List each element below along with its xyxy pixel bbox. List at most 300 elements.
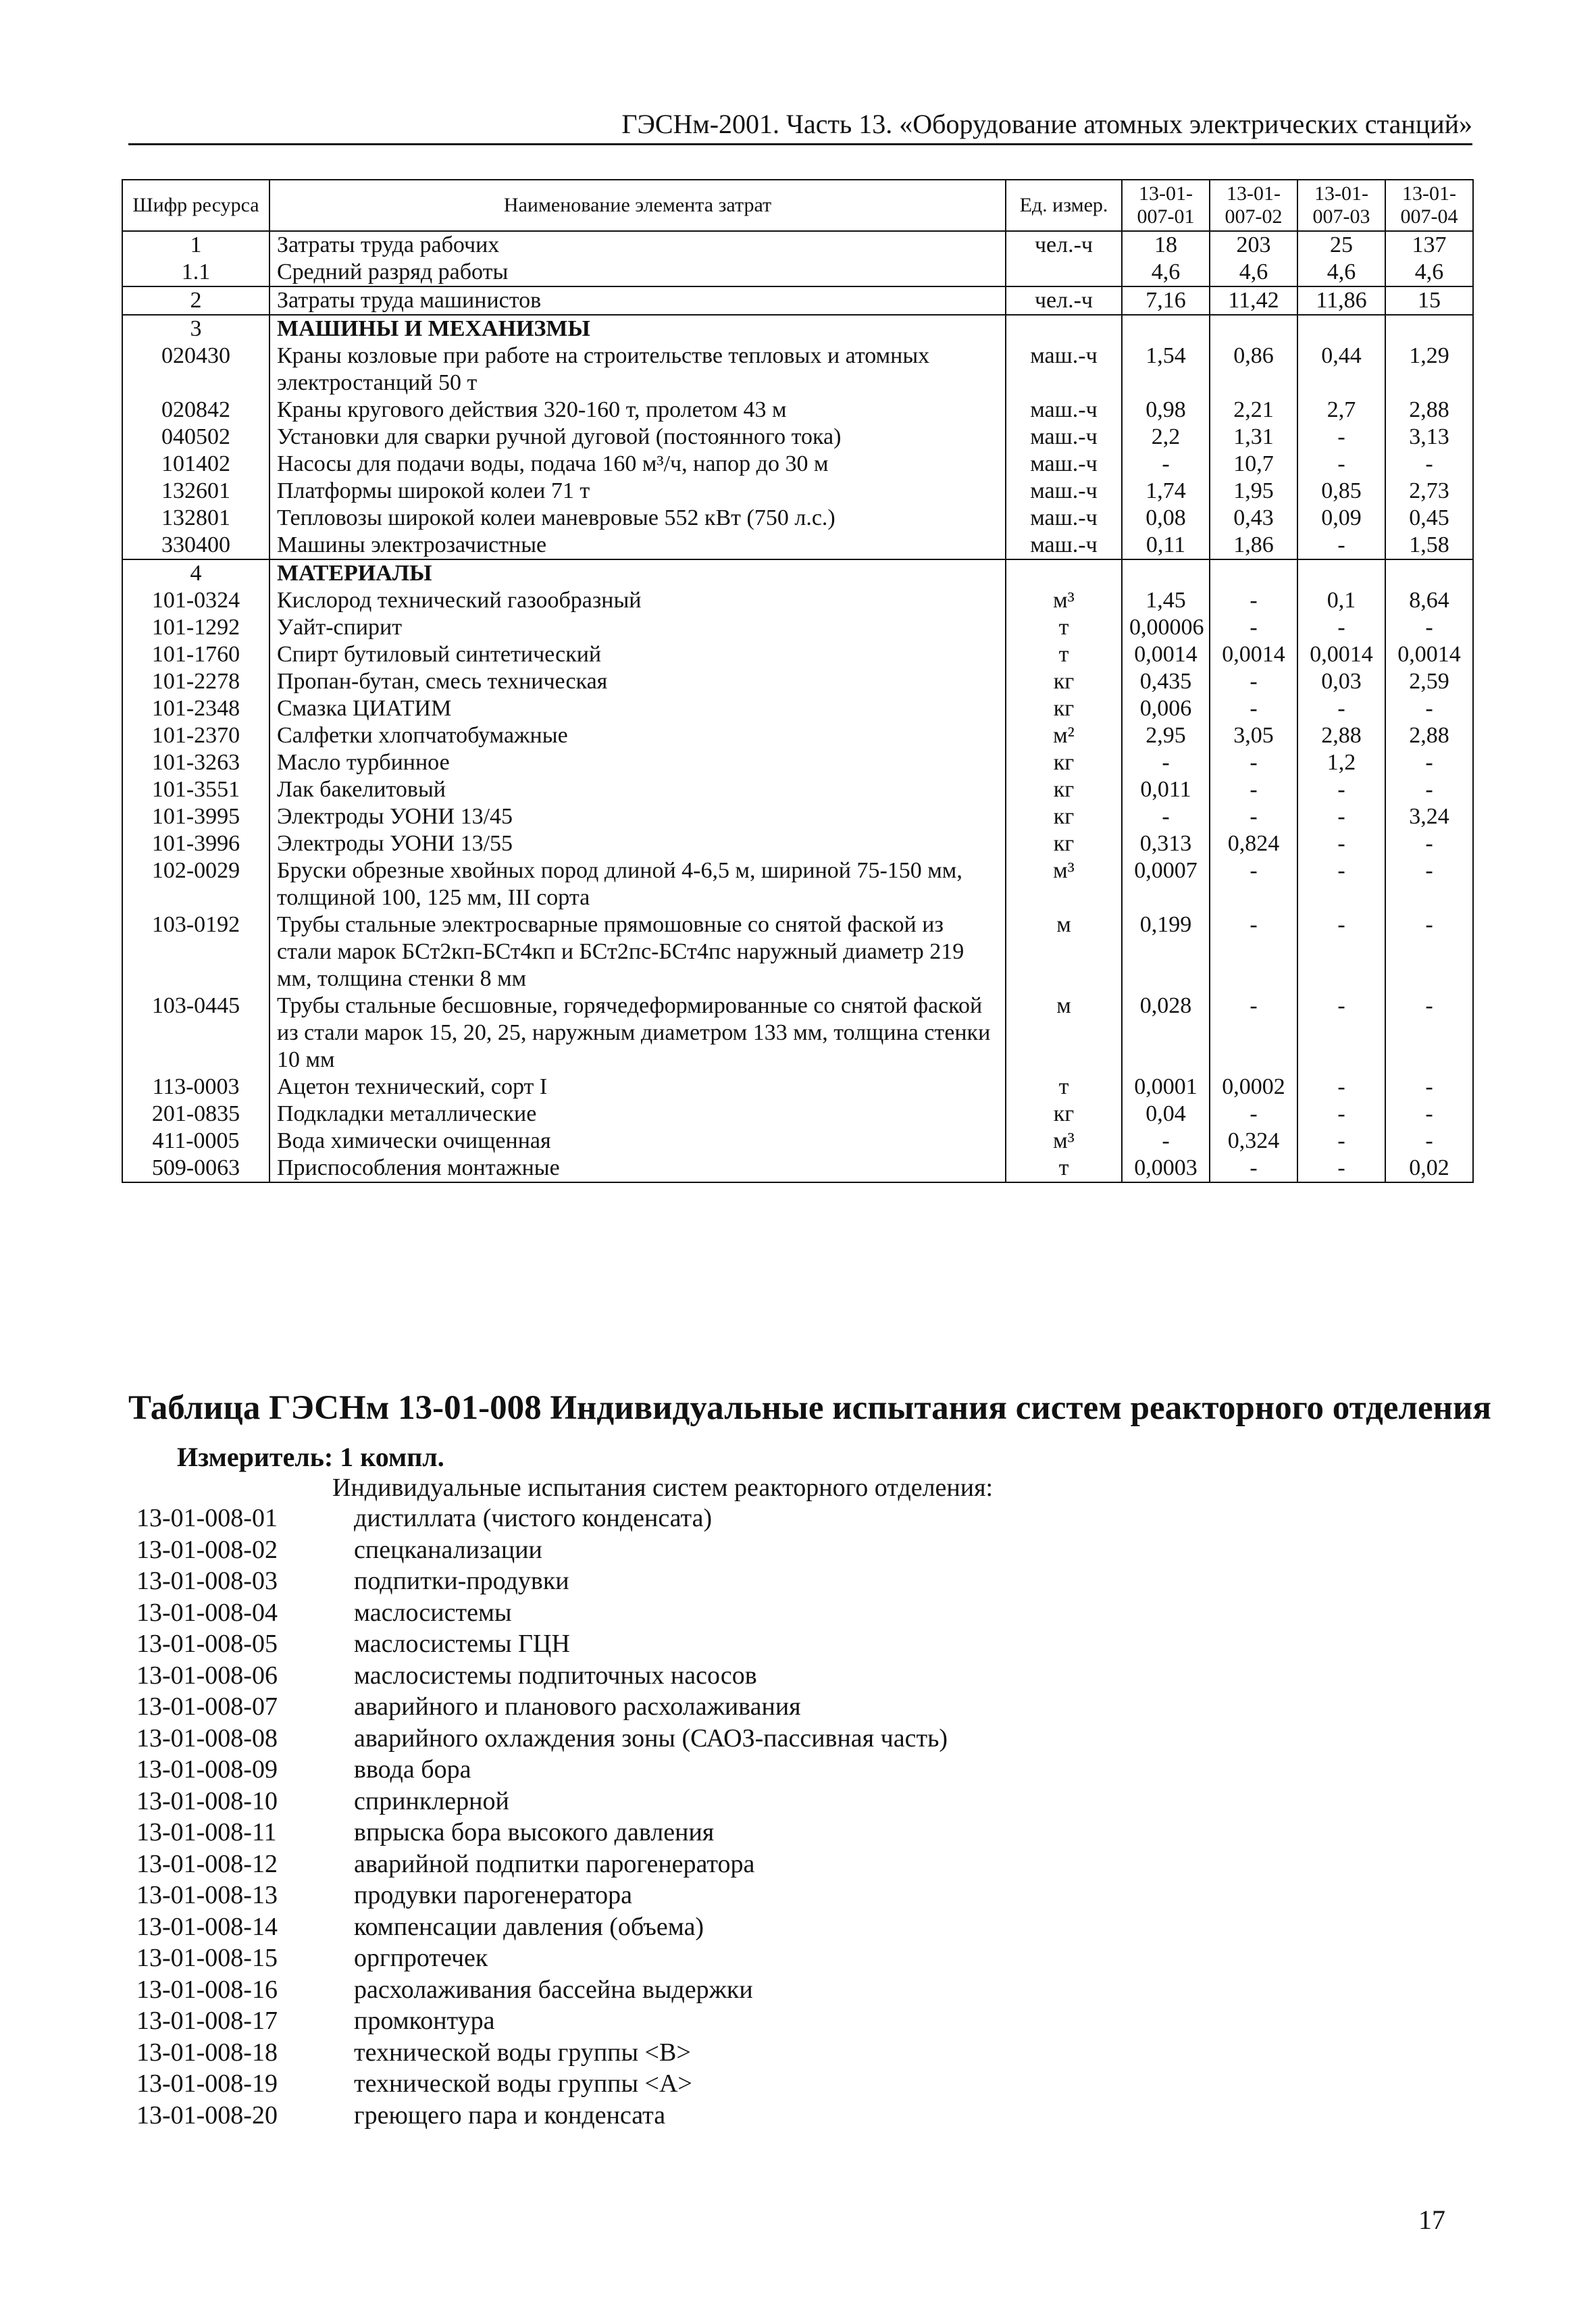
table-row bbox=[122, 259, 1473, 286]
list-item bbox=[136, 1817, 1420, 1848]
value-cell: 0,824 bbox=[1210, 830, 1297, 857]
resource-code-cell: 4 bbox=[122, 559, 269, 587]
table2-meter: Измеритель: 1 компл. bbox=[177, 1442, 444, 1472]
unit-cell: кг bbox=[1006, 1101, 1122, 1128]
value-cell: - bbox=[1297, 992, 1385, 1074]
value-cell: 1,31 bbox=[1210, 424, 1297, 451]
item-description: технической воды группы <B> bbox=[354, 2038, 691, 2067]
unit-cell: м² bbox=[1006, 722, 1122, 749]
unit-cell bbox=[1006, 559, 1122, 587]
value-cell: 0,0001 bbox=[1122, 1074, 1210, 1101]
value-cell: - bbox=[1297, 695, 1385, 722]
value-cell: 1,45 bbox=[1122, 587, 1210, 614]
resource-name-cell: Спирт бутиловый синтетический bbox=[269, 641, 1006, 668]
unit-cell: чел.-ч bbox=[1006, 231, 1122, 259]
resource-name-cell: Средний разряд работы bbox=[269, 259, 1006, 286]
resource-code-cell: 101-3263 bbox=[122, 749, 269, 776]
table-row bbox=[122, 315, 1473, 343]
value-cell: 0,02 bbox=[1385, 1155, 1473, 1182]
table-row bbox=[122, 749, 1473, 776]
value-cell: - bbox=[1297, 857, 1385, 911]
resource-name-cell: Машины электрозачистные bbox=[269, 532, 1006, 559]
value-cell: 0,00006 bbox=[1122, 614, 1210, 641]
list-item bbox=[136, 1597, 1420, 1629]
resource-code-cell: 101-3995 bbox=[122, 803, 269, 830]
value-cell: 0,313 bbox=[1122, 830, 1210, 857]
item-description: спринклерной bbox=[354, 1786, 509, 1815]
value-cell: - bbox=[1297, 911, 1385, 992]
value-cell bbox=[1122, 315, 1210, 343]
value-cell: 203 bbox=[1210, 231, 1297, 259]
column-header: 13-01-007-04 bbox=[1385, 180, 1473, 231]
table-row bbox=[122, 424, 1473, 451]
table-row bbox=[122, 343, 1473, 397]
resource-code-cell: 020430 bbox=[122, 343, 269, 397]
table-row bbox=[122, 911, 1473, 992]
value-cell: 0,45 bbox=[1385, 505, 1473, 532]
list-item bbox=[136, 1503, 1420, 1534]
value-cell: - bbox=[1385, 1101, 1473, 1128]
value-cell: 0,0014 bbox=[1385, 641, 1473, 668]
value-cell: 4,6 bbox=[1210, 259, 1297, 286]
table2-item-list bbox=[136, 1503, 1420, 2131]
value-cell: 2,73 bbox=[1385, 478, 1473, 505]
unit-cell: кг bbox=[1006, 749, 1122, 776]
item-code: 13-01-008-13 bbox=[136, 1881, 278, 1909]
item-code: 13-01-008-14 bbox=[136, 1912, 278, 1941]
value-cell: - bbox=[1385, 776, 1473, 803]
value-cell: 2,88 bbox=[1385, 722, 1473, 749]
table-row bbox=[122, 559, 1473, 587]
unit-cell: маш.-ч bbox=[1006, 451, 1122, 478]
item-code: 13-01-008-01 bbox=[136, 1504, 278, 1532]
item-description: компенсации давления (объема) bbox=[354, 1912, 704, 1941]
unit-cell: маш.-ч bbox=[1006, 505, 1122, 532]
unit-cell: м bbox=[1006, 911, 1122, 992]
table-row bbox=[122, 857, 1473, 911]
resource-name-cell: Салфетки хлопчатобумажные bbox=[269, 722, 1006, 749]
resource-code-cell: 101402 bbox=[122, 451, 269, 478]
value-cell: 0,44 bbox=[1297, 343, 1385, 397]
resource-code-cell: 040502 bbox=[122, 424, 269, 451]
value-cell: 0,11 bbox=[1122, 532, 1210, 559]
value-cell: - bbox=[1297, 1155, 1385, 1182]
resource-name-cell: Бруски обрезные хвойных пород длиной 4-6,5 м, шириной 75-150 мм, толщиной 100, 125 мм, III сорта bbox=[269, 857, 1006, 911]
value-cell: - bbox=[1297, 451, 1385, 478]
unit-cell: м³ bbox=[1006, 857, 1122, 911]
resource-code-cell: 132601 bbox=[122, 478, 269, 505]
resource-name-cell: Трубы стальные бесшовные, горячедеформированные со снятой фаской из стали марок 15, 20, 25, наружным диаметром 133 мм, толщина стенки 10 мм bbox=[269, 992, 1006, 1074]
resource-name-cell: Электроды УОНИ 13/45 bbox=[269, 803, 1006, 830]
table-row bbox=[122, 1074, 1473, 1101]
value-cell: 25 bbox=[1297, 231, 1385, 259]
value-cell: 0,09 bbox=[1297, 505, 1385, 532]
item-description: маслосистемы ГЦН bbox=[354, 1630, 570, 1658]
value-cell: - bbox=[1210, 1101, 1297, 1128]
item-description: расхолаживания бассейна выдержки bbox=[354, 1975, 753, 2004]
value-cell: 1,54 bbox=[1122, 343, 1210, 397]
value-cell: 0,86 bbox=[1210, 343, 1297, 397]
value-cell: 4,6 bbox=[1297, 259, 1385, 286]
item-code: 13-01-008-20 bbox=[136, 2101, 278, 2130]
resource-name-cell: Масло турбинное bbox=[269, 749, 1006, 776]
list-item bbox=[136, 1534, 1420, 1566]
resource-name-cell: Установки для сварки ручной дуговой (постоянного тока) bbox=[269, 424, 1006, 451]
resource-code-cell: 101-2278 bbox=[122, 668, 269, 695]
item-code: 13-01-008-04 bbox=[136, 1598, 278, 1627]
value-cell: 0,435 bbox=[1122, 668, 1210, 695]
resource-name-cell: Смазка ЦИАТИМ bbox=[269, 695, 1006, 722]
value-cell: 7,16 bbox=[1122, 286, 1210, 315]
value-cell: - bbox=[1210, 614, 1297, 641]
item-description: маслосистемы подпиточных насосов bbox=[354, 1661, 757, 1690]
item-description: промконтура bbox=[354, 2007, 495, 2035]
list-item bbox=[136, 1691, 1420, 1723]
item-description: аварийной подпитки парогенератора bbox=[354, 1849, 755, 1878]
unit-cell: маш.-ч bbox=[1006, 532, 1122, 559]
list-item bbox=[136, 1848, 1420, 1880]
unit-cell bbox=[1006, 315, 1122, 343]
value-cell: - bbox=[1385, 830, 1473, 857]
resource-name-cell: Ацетон технический, сорт I bbox=[269, 1074, 1006, 1101]
table-row bbox=[122, 722, 1473, 749]
value-cell: 0,0014 bbox=[1122, 641, 1210, 668]
value-cell: 4,6 bbox=[1122, 259, 1210, 286]
value-cell: 2,2 bbox=[1122, 424, 1210, 451]
resource-code-cell: 101-2370 bbox=[122, 722, 269, 749]
value-cell: 10,7 bbox=[1210, 451, 1297, 478]
value-cell: 0,0007 bbox=[1122, 857, 1210, 911]
value-cell: 3,24 bbox=[1385, 803, 1473, 830]
resource-name-cell: Платформы широкой колеи 71 т bbox=[269, 478, 1006, 505]
table-row bbox=[122, 830, 1473, 857]
value-cell: 0,0003 bbox=[1122, 1155, 1210, 1182]
resource-name-cell: Затраты труда машинистов bbox=[269, 286, 1006, 315]
table-row bbox=[122, 1101, 1473, 1128]
value-cell: 0,0002 bbox=[1210, 1074, 1297, 1101]
value-cell: 2,7 bbox=[1297, 397, 1385, 424]
value-cell bbox=[1122, 559, 1210, 587]
table-body bbox=[122, 231, 1473, 1182]
table-row bbox=[122, 587, 1473, 614]
value-cell: 11,86 bbox=[1297, 286, 1385, 315]
value-cell: 1,95 bbox=[1210, 478, 1297, 505]
value-cell: - bbox=[1297, 830, 1385, 857]
table-row bbox=[122, 532, 1473, 559]
resource-name-cell: Электроды УОНИ 13/55 bbox=[269, 830, 1006, 857]
unit-cell: кг bbox=[1006, 830, 1122, 857]
value-cell: 0,98 bbox=[1122, 397, 1210, 424]
value-cell: - bbox=[1297, 803, 1385, 830]
value-cell: 4,6 bbox=[1385, 259, 1473, 286]
resource-code-cell: 101-1760 bbox=[122, 641, 269, 668]
value-cell bbox=[1297, 559, 1385, 587]
resource-name-cell: Затраты труда рабочих bbox=[269, 231, 1006, 259]
item-code: 13-01-008-06 bbox=[136, 1661, 278, 1690]
unit-cell: м bbox=[1006, 992, 1122, 1074]
column-header: 13-01-007-02 bbox=[1210, 180, 1297, 231]
value-cell: - bbox=[1385, 451, 1473, 478]
resource-code-cell: 1 bbox=[122, 231, 269, 259]
column-header: Наименование элемента затрат bbox=[269, 180, 1006, 231]
running-header: ГЭСНм-2001. Часть 13. «Оборудование атомных электрических станций» bbox=[128, 107, 1472, 145]
item-description: спецканализации bbox=[354, 1535, 542, 1564]
value-cell: - bbox=[1297, 614, 1385, 641]
unit-cell: т bbox=[1006, 614, 1122, 641]
resource-name-cell: Насосы для подачи воды, подача 160 м³/ч, напор до 30 м bbox=[269, 451, 1006, 478]
table-row bbox=[122, 1128, 1473, 1155]
column-header: 13-01-007-03 bbox=[1297, 180, 1385, 231]
resource-code-cell: 113-0003 bbox=[122, 1074, 269, 1101]
item-description: подпитки-продувки bbox=[354, 1567, 569, 1595]
value-cell: - bbox=[1297, 1101, 1385, 1128]
resource-code-cell: 102-0029 bbox=[122, 857, 269, 911]
item-description: дистиллата (чистого конденсата) bbox=[354, 1504, 713, 1532]
item-code: 13-01-008-15 bbox=[136, 1944, 278, 1972]
list-item bbox=[136, 1974, 1420, 2006]
resource-code-cell: 3 bbox=[122, 315, 269, 343]
item-code: 13-01-008-03 bbox=[136, 1567, 278, 1595]
unit-cell: т bbox=[1006, 641, 1122, 668]
unit-cell: чел.-ч bbox=[1006, 286, 1122, 315]
value-cell: 2,88 bbox=[1385, 397, 1473, 424]
list-item bbox=[136, 2100, 1420, 2132]
value-cell: - bbox=[1385, 695, 1473, 722]
item-description: впрыска бора высокого давления bbox=[354, 1818, 715, 1846]
value-cell: - bbox=[1297, 1128, 1385, 1155]
resource-code-cell: 101-0324 bbox=[122, 587, 269, 614]
value-cell: - bbox=[1122, 749, 1210, 776]
list-item bbox=[136, 2068, 1420, 2100]
value-cell: - bbox=[1122, 1128, 1210, 1155]
resource-name-cell: МАШИНЫ И МЕХАНИЗМЫ bbox=[269, 315, 1006, 343]
list-item bbox=[136, 1565, 1420, 1597]
table2-title: Таблица ГЭСНм 13-01-008 Индивидуальные испытания систем реакторного отделения bbox=[128, 1389, 1492, 1427]
list-item bbox=[136, 1880, 1420, 1911]
table-row bbox=[122, 478, 1473, 505]
item-code: 13-01-008-08 bbox=[136, 1724, 278, 1753]
resource-name-cell: Приспособления монтажные bbox=[269, 1155, 1006, 1182]
value-cell: - bbox=[1297, 1074, 1385, 1101]
resource-code-cell: 101-3551 bbox=[122, 776, 269, 803]
value-cell: - bbox=[1385, 1074, 1473, 1101]
list-item bbox=[136, 2005, 1420, 2037]
value-cell: - bbox=[1210, 668, 1297, 695]
unit-cell: т bbox=[1006, 1074, 1122, 1101]
unit-cell: маш.-ч bbox=[1006, 478, 1122, 505]
value-cell: - bbox=[1385, 911, 1473, 992]
value-cell: 0,1 bbox=[1297, 587, 1385, 614]
item-code: 13-01-008-18 bbox=[136, 2038, 278, 2067]
value-cell bbox=[1385, 315, 1473, 343]
table-row bbox=[122, 451, 1473, 478]
table-row bbox=[122, 641, 1473, 668]
item-code: 13-01-008-10 bbox=[136, 1786, 278, 1815]
value-cell: 0,04 bbox=[1122, 1101, 1210, 1128]
item-code: 13-01-008-05 bbox=[136, 1630, 278, 1658]
resource-name-cell: Пропан-бутан, смесь техническая bbox=[269, 668, 1006, 695]
value-cell: 1,58 bbox=[1385, 532, 1473, 559]
value-cell: 0,028 bbox=[1122, 992, 1210, 1074]
item-code: 13-01-008-12 bbox=[136, 1849, 278, 1878]
value-cell: 0,324 bbox=[1210, 1128, 1297, 1155]
table-row bbox=[122, 397, 1473, 424]
value-cell: 18 bbox=[1122, 231, 1210, 259]
value-cell: 1,29 bbox=[1385, 343, 1473, 397]
value-cell: 0,006 bbox=[1122, 695, 1210, 722]
item-description: аварийного и планового расхолаживания bbox=[354, 1692, 801, 1721]
value-cell: 0,03 bbox=[1297, 668, 1385, 695]
list-item bbox=[136, 1628, 1420, 1660]
list-item bbox=[136, 1660, 1420, 1692]
value-cell: - bbox=[1210, 1155, 1297, 1182]
value-cell: 0,08 bbox=[1122, 505, 1210, 532]
value-cell bbox=[1385, 559, 1473, 587]
list-item bbox=[136, 1942, 1420, 1974]
value-cell: 0,43 bbox=[1210, 505, 1297, 532]
resource-name-cell: МАТЕРИАЛЫ bbox=[269, 559, 1006, 587]
value-cell: - bbox=[1210, 803, 1297, 830]
resource-name-cell: Краны козловые при работе на строительстве тепловых и атомных электростанций 50 т bbox=[269, 343, 1006, 397]
item-code: 13-01-008-16 bbox=[136, 1975, 278, 2004]
item-code: 13-01-008-11 bbox=[136, 1818, 277, 1846]
resource-code-cell: 101-2348 bbox=[122, 695, 269, 722]
resource-name-cell: Кислород технический газообразный bbox=[269, 587, 1006, 614]
table2-lead: Индивидуальные испытания систем реакторного отделения: bbox=[332, 1474, 994, 1502]
unit-cell: кг bbox=[1006, 668, 1122, 695]
table-row bbox=[122, 668, 1473, 695]
value-cell: - bbox=[1122, 451, 1210, 478]
value-cell: 2,21 bbox=[1210, 397, 1297, 424]
item-code: 13-01-008-19 bbox=[136, 2069, 278, 2098]
page-number: 17 bbox=[1418, 2205, 1445, 2235]
value-cell: 2,88 bbox=[1297, 722, 1385, 749]
value-cell: 3,05 bbox=[1210, 722, 1297, 749]
resource-code-cell: 2 bbox=[122, 286, 269, 315]
table-row bbox=[122, 614, 1473, 641]
value-cell bbox=[1297, 315, 1385, 343]
value-cell: - bbox=[1210, 992, 1297, 1074]
value-cell: - bbox=[1210, 857, 1297, 911]
resource-name-cell: Вода химически очищенная bbox=[269, 1128, 1006, 1155]
value-cell: - bbox=[1210, 695, 1297, 722]
table-row bbox=[122, 1155, 1473, 1182]
item-description: маслосистемы bbox=[354, 1598, 512, 1627]
value-cell: - bbox=[1210, 776, 1297, 803]
value-cell: 0,0014 bbox=[1297, 641, 1385, 668]
value-cell: 2,59 bbox=[1385, 668, 1473, 695]
resource-code-cell: 103-0445 bbox=[122, 992, 269, 1074]
unit-cell: м³ bbox=[1006, 1128, 1122, 1155]
resource-code-cell: 1.1 bbox=[122, 259, 269, 286]
resource-cost-table bbox=[122, 179, 1474, 1183]
item-description: ввода бора bbox=[354, 1755, 471, 1784]
table-row bbox=[122, 776, 1473, 803]
table-row bbox=[122, 695, 1473, 722]
column-header: Ед. измер. bbox=[1006, 180, 1122, 231]
value-cell: - bbox=[1297, 424, 1385, 451]
item-description: технической воды группы <A> bbox=[354, 2069, 692, 2098]
list-item bbox=[136, 1786, 1420, 1817]
table-row bbox=[122, 803, 1473, 830]
resource-name-cell: Краны кругового действия 320-160 т, пролетом 43 м bbox=[269, 397, 1006, 424]
table-header-row bbox=[122, 180, 1473, 231]
value-cell: 11,42 bbox=[1210, 286, 1297, 315]
table-row bbox=[122, 286, 1473, 315]
value-cell: 1,86 bbox=[1210, 532, 1297, 559]
item-description: продувки парогенератора bbox=[354, 1881, 633, 1909]
table-row bbox=[122, 231, 1473, 259]
table-row bbox=[122, 505, 1473, 532]
value-cell: 1,74 bbox=[1122, 478, 1210, 505]
resource-name-cell: Подкладки металлические bbox=[269, 1101, 1006, 1128]
value-cell: - bbox=[1210, 911, 1297, 992]
list-item bbox=[136, 1911, 1420, 1943]
value-cell: - bbox=[1385, 614, 1473, 641]
resource-name-cell: Лак бакелитовый bbox=[269, 776, 1006, 803]
resource-name-cell: Тепловозы широкой колеи маневровые 552 кВт (750 л.с.) bbox=[269, 505, 1006, 532]
resource-code-cell: 103-0192 bbox=[122, 911, 269, 992]
value-cell: - bbox=[1297, 532, 1385, 559]
resource-code-cell: 509-0063 bbox=[122, 1155, 269, 1182]
list-item bbox=[136, 1723, 1420, 1755]
item-code: 13-01-008-09 bbox=[136, 1755, 278, 1784]
unit-cell: кг bbox=[1006, 803, 1122, 830]
value-cell: 3,13 bbox=[1385, 424, 1473, 451]
item-description: аварийного охлаждения зоны (САОЗ-пассивная часть) bbox=[354, 1724, 948, 1753]
value-cell: - bbox=[1385, 749, 1473, 776]
value-cell: - bbox=[1385, 992, 1473, 1074]
unit-cell: кг bbox=[1006, 776, 1122, 803]
value-cell: 0,85 bbox=[1297, 478, 1385, 505]
resource-code-cell: 132801 bbox=[122, 505, 269, 532]
column-header: 13-01-007-01 bbox=[1122, 180, 1210, 231]
unit-cell: маш.-ч bbox=[1006, 343, 1122, 397]
value-cell: - bbox=[1297, 776, 1385, 803]
value-cell bbox=[1210, 559, 1297, 587]
resource-name-cell: Трубы стальные электросварные прямошовные со снятой фаской из стали марок БСт2кп-БСт4кп и БСт2пс-БСт4пс наружный диаметр 219 мм, толщина стенки 8 мм bbox=[269, 911, 1006, 992]
resource-code-cell: 101-1292 bbox=[122, 614, 269, 641]
item-description: оргпротечек bbox=[354, 1944, 488, 1972]
value-cell: 8,64 bbox=[1385, 587, 1473, 614]
item-code: 13-01-008-02 bbox=[136, 1535, 278, 1564]
unit-cell: маш.-ч bbox=[1006, 397, 1122, 424]
resource-name-cell: Уайт-спирит bbox=[269, 614, 1006, 641]
value-cell bbox=[1210, 315, 1297, 343]
table-row bbox=[122, 992, 1473, 1074]
item-code: 13-01-008-07 bbox=[136, 1692, 278, 1721]
unit-cell: маш.-ч bbox=[1006, 424, 1122, 451]
value-cell: - bbox=[1385, 857, 1473, 911]
value-cell: - bbox=[1385, 1128, 1473, 1155]
resource-code-cell: 201-0835 bbox=[122, 1101, 269, 1128]
list-item bbox=[136, 1754, 1420, 1786]
unit-cell: т bbox=[1006, 1155, 1122, 1182]
item-code: 13-01-008-17 bbox=[136, 2007, 278, 2035]
value-cell: 2,95 bbox=[1122, 722, 1210, 749]
resource-code-cell: 020842 bbox=[122, 397, 269, 424]
list-item bbox=[136, 2037, 1420, 2069]
value-cell: - bbox=[1210, 587, 1297, 614]
value-cell: 15 bbox=[1385, 286, 1473, 315]
value-cell: - bbox=[1122, 803, 1210, 830]
resource-code-cell: 411-0005 bbox=[122, 1128, 269, 1155]
resource-code-cell: 330400 bbox=[122, 532, 269, 559]
value-cell: 0,011 bbox=[1122, 776, 1210, 803]
value-cell: 137 bbox=[1385, 231, 1473, 259]
value-cell: 0,0014 bbox=[1210, 641, 1297, 668]
unit-cell: кг bbox=[1006, 695, 1122, 722]
